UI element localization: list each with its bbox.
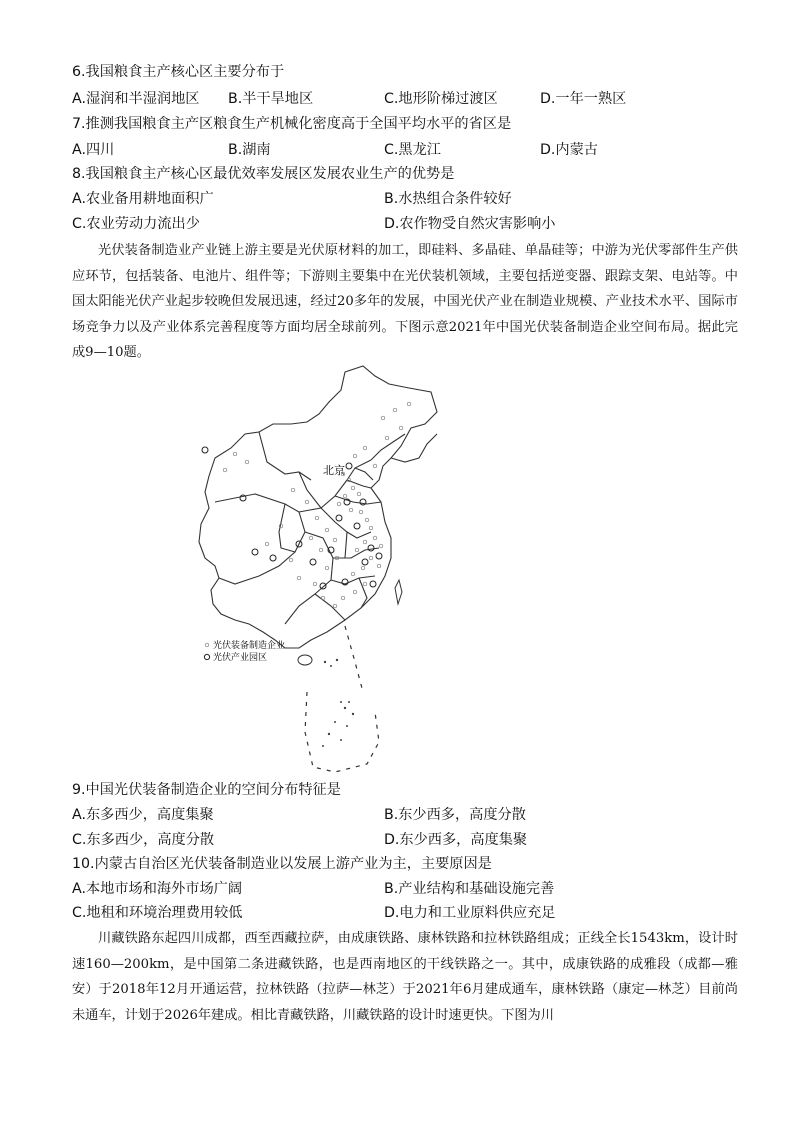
- q6-option-d: D.一年一熟区: [540, 91, 627, 107]
- china-outline: [199, 366, 437, 648]
- q7-option-d: D.内蒙古: [540, 142, 598, 158]
- q8-stem: 8.我国粮食主产核心区最优效率发展区发展农业生产的优势是: [72, 166, 455, 182]
- q7-option-b: B.湖南: [228, 142, 271, 158]
- china-pv-map: [195, 362, 460, 774]
- q6-option-a: A.湿润和半湿润地区: [72, 91, 200, 107]
- q10-stem: 10.内蒙古自治区光伏装备制造业以发展上游产业为主，主要原因是: [72, 856, 492, 872]
- q8-option-a: A.农业备用耕地面积广: [72, 191, 214, 207]
- q10-option-d: D.电力和工业原料供应充足: [384, 905, 556, 921]
- q7-stem: 7.推测我国粮食主产区粮食生产机械化密度高于全国平均水平的省区是: [72, 116, 512, 132]
- q7-option-a: A.四川: [72, 142, 115, 158]
- q9-option-c: C.东多西少，高度分散: [72, 832, 215, 848]
- q9-option-b: B.东少西多，高度分散: [384, 807, 526, 823]
- legend-park-icon: [204, 654, 209, 659]
- beijing-label: 北京: [323, 464, 345, 477]
- q9-stem: 9.中国光伏装备制造企业的空间分布特征是: [72, 782, 341, 798]
- legend-enterprise: 光伏装备制造企业: [213, 641, 286, 651]
- q10-option-b: B.产业结构和基础设施完善: [384, 881, 555, 897]
- legend-enterprise-icon: [205, 643, 209, 647]
- legend-park: 光伏产业园区: [213, 653, 268, 663]
- q6-option-b: B.半干旱地区: [228, 91, 314, 107]
- passage-photovoltaic: 光伏装备制造业产业链上游主要是光伏原材料的加工，即硅料、多晶硅、单晶硅等；中游为光伏零部件生产供应环节，包括装备、电池片、组件等；下游则主要集中在光伏装机领域，主要包括逆变器、跟踪支架、电站等。中国太阳能光伏产业起步较晚但发展迅速，经过20多年的发展，中国光伏产业在制造业规模、产业技术水平、国际市场竞争力以及产业体系完善程度等方面均居全球前列。下图示意2021年中国光伏装备制造企业空间布局。据此完成9—10题。: [72, 243, 738, 360]
- q9-option-d: D.东少西多，高度集聚: [384, 832, 528, 848]
- q9-option-a: A.东多西少，高度集聚: [72, 807, 214, 823]
- q6-option-c: C.地形阶梯过渡区: [384, 91, 498, 107]
- q8-option-b: B.水热组合条件较好: [384, 191, 512, 207]
- q6-stem: 6.我国粮食主产核心区主要分布于: [72, 64, 285, 80]
- q8-option-c: C.农业劳动力流出少: [72, 216, 200, 232]
- q10-option-a: A.本地市场和海外市场广阔: [72, 881, 243, 897]
- q8-option-d: D.农作物受自然灾害影响小: [384, 216, 556, 232]
- q7-option-c: C.黑龙江: [384, 142, 441, 158]
- q10-option-c: C.地租和环境治理费用较低: [72, 905, 243, 921]
- passage-railway: 川藏铁路东起四川成都，西至西藏拉萨，由成康铁路、康林铁路和拉林铁路组成；正线全长1543km，设计时速160—200km，是中国第二条进藏铁路，也是西南地区的干线铁路之一。其中，成康铁路的成雅段（成都—雅安）于2018年12月开通运营，拉林铁路（拉萨—林芝）于2021年6月建成通车，康林铁路（康定—林芝）目前尚未通车，计划于2026年建成。相比青藏铁路，川藏铁路的设计时速更快。下图为川: [72, 931, 738, 1023]
